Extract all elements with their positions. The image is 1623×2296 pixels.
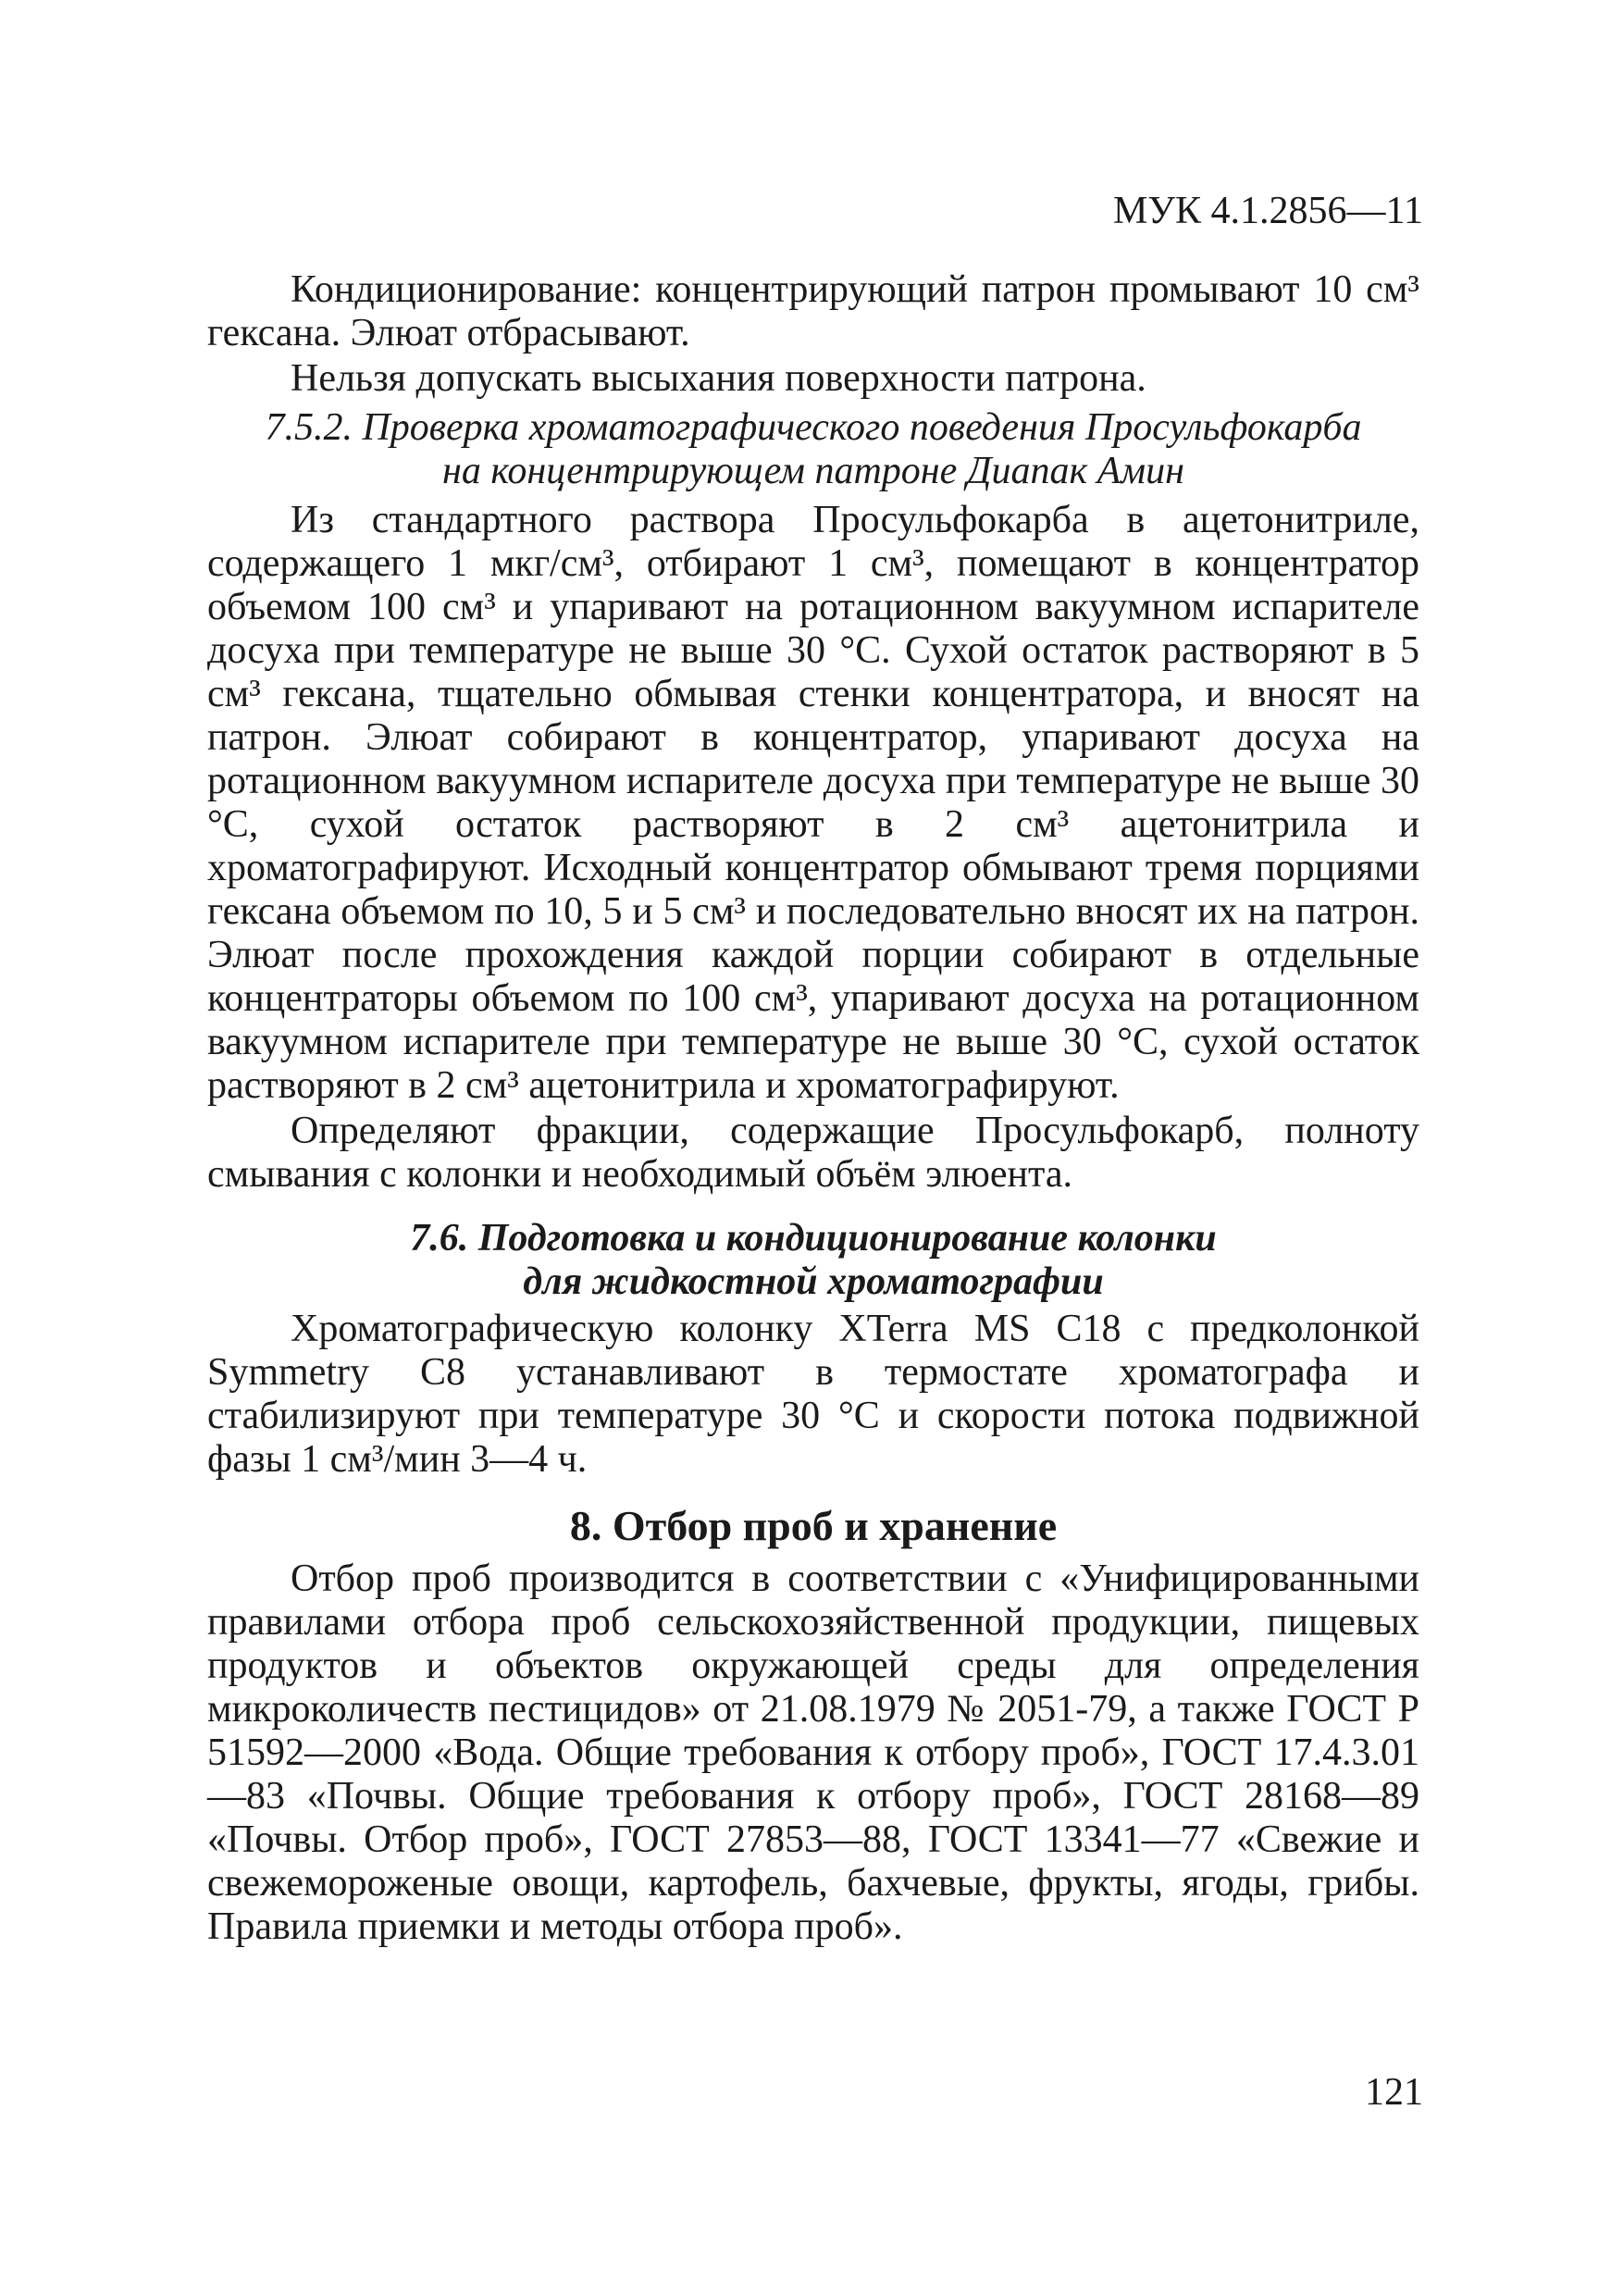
page-body	[207, 268, 1419, 1949]
conditioning-paragraph: Кондиционирование: концентрирующий патрон промывают 10 см³ гексана. Элюат отбрасывают.	[207, 268, 1419, 354]
section-heading-line-2: для жидкостной хроматографии	[523, 1260, 1104, 1303]
section-heading-7-6	[207, 1217, 1419, 1304]
subsection-heading-line-1: 7.5.2. Проверка хроматографического поведения Просульфокарба	[265, 406, 1362, 449]
subsection-heading-7-5-2	[207, 406, 1419, 493]
section-heading-line-1: 7.6. Подготовка и кондиционирование колонки	[410, 1217, 1217, 1260]
subsection-heading-line-2: на концентрирующем патроне Диапак Амин	[442, 450, 1184, 492]
document-code-header: МУК 4.1.2856—11	[1112, 190, 1423, 232]
section-heading-8: 8. Отбор проб и хранение	[569, 1502, 1058, 1549]
column-preparation-paragraph: Хроматографическую колонку XTerra MS C18 с предколонкой Symmetry C8 устанавливают в термостате хроматографа и стабилизируют при температуре 30 °С и скорости потока подвижной фазы 1 см³/мин 3—4 ч.	[207, 1308, 1419, 1481]
drying-warning-paragraph: Нельзя допускать высыхания поверхности патрона.	[291, 357, 1146, 400]
sampling-paragraph: Отбор проб производится в соответствии с «Унифицированными правилами отбора проб сельскохозяйственной продукции, пищевых продуктов и объектов окружающей среды для определения микроколичеств пестицидов» от 21.08.1979 № 2051-79, а также ГОСТ Р 51592—2000 «Вода. Общие требования к отбору проб», ГОСТ 17.4.3.01—83 «Почвы. Общие требования к отбору проб», ГОСТ 28168—89 «Почвы. Отбор проб», ГОСТ 27853—88, ГОСТ 13341—77 «Свежие и свежемороженые овощи, картофель, бахчевые, фрукты, ягоды, грибы. Правила приемки и методы отбора проб».	[207, 1558, 1419, 1948]
page-number: 121	[1365, 2071, 1423, 2114]
procedure-paragraph: Из стандартного раствора Просульфокарба в ацетонитриле, содержащего 1 мкг/см³, отбирают 1 см³, помещают в концентратор объемом 100 см³ и упаривают на ротационном вакуумном испарителе досуха при температуре не выше 30 °С. Сухой остаток растворяют в 5 см³ гексана, тщательно обмывая стенки концентратора, и вносят на патрон. Элюат собирают в концентратор, упаривают досуха на ротационном вакуумном испарителе досуха при температуре не выше 30 °С, сухой остаток растворяют в 2 см³ ацетонитрила и хроматографируют. Исходный концентратор обмывают тремя порциями гексана объемом по 10, 5 и 5 см³ и последовательно вносят их на патрон. Элюат после прохождения каждой порции собирают в отдельные концентраторы объемом по 100 см³, упаривают досуха на ротационном вакуумном испарителе при температуре не выше 30 °С, сухой остаток растворяют в 2 см³ ацетонитрила и хроматографируют.	[207, 499, 1419, 1107]
fractions-paragraph: Определяют фракции, содержащие Просульфокарб, полноту смывания с колонки и необходимый объём элюента.	[207, 1110, 1419, 1196]
